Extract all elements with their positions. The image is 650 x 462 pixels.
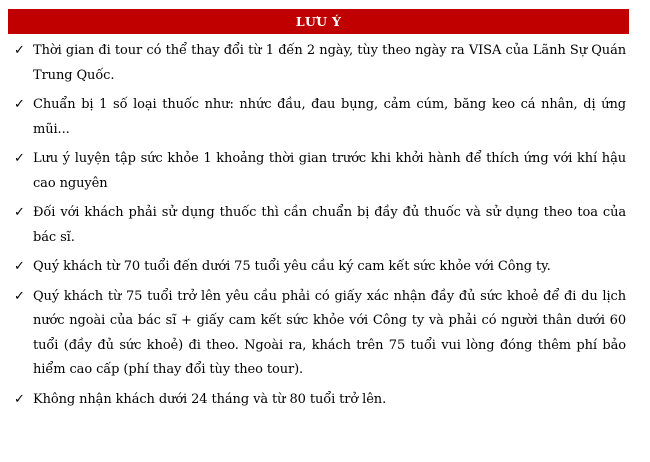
check-mark-icon: ✓ xyxy=(14,288,25,304)
note-item xyxy=(14,285,626,383)
check-mark-icon: ✓ xyxy=(14,97,25,112)
check-mark-icon: ✓ xyxy=(14,151,25,166)
note-text: Đối với khách phải sử dụng thuốc thì cần chuẩn bị đầy đủ thuốc và sử dụng theo toa của bác sĩ. xyxy=(33,205,626,245)
note-item xyxy=(14,93,626,142)
note-item xyxy=(14,39,626,88)
note-text: Chuẩn bị 1 số loại thuốc như: nhức đầu, đau bụng, cảm cúm, băng keo cá nhân, dị ứng mũi... xyxy=(33,97,626,137)
note-text: Quý khách từ 75 tuổi trở lên yêu cầu phải có giấy xác nhận đầy đủ sức khoẻ để đi du lịch nước ngoài của bác sĩ + giấy cam kết sức khỏe với Công ty và phải có người thân dưới 60 tuổi (đầy đủ sức khoẻ) đi theo. Ngoài ra, khách trên 75 tuổi vui lòng đóng thêm phí bảo hiểm cao cấp (phí thay đổi tùy theo tour). xyxy=(33,288,626,377)
note-item xyxy=(14,201,626,250)
note-item xyxy=(14,388,626,413)
note-text: Quý khách từ 70 tuổi đến dưới 75 tuổi yêu cầu ký cam kết sức khỏe với Công ty. xyxy=(33,259,551,274)
note-item xyxy=(14,147,626,196)
check-mark-icon: ✓ xyxy=(14,205,25,220)
note-item xyxy=(14,255,626,280)
note-text: Thời gian đi tour có thể thay đổi từ 1 đến 2 ngày, tùy theo ngày ra VISA của Lãnh Sự Quán Trung Quốc. xyxy=(33,43,626,83)
notes-header-title: LƯU Ý xyxy=(295,14,342,29)
check-mark-icon: ✓ xyxy=(14,259,25,274)
check-mark-icon: ✓ xyxy=(14,391,25,407)
check-mark-icon: ✓ xyxy=(14,43,25,58)
notes-header-bar xyxy=(8,9,629,34)
notes-list xyxy=(14,39,626,417)
note-text: Không nhận khách dưới 24 tháng và từ 80 tuổi trở lên. xyxy=(33,391,387,407)
note-text: Lưu ý luyện tập sức khỏe 1 khoảng thời gian trước khi khởi hành để thích ứng với khí hậu cao nguyên xyxy=(33,151,626,191)
